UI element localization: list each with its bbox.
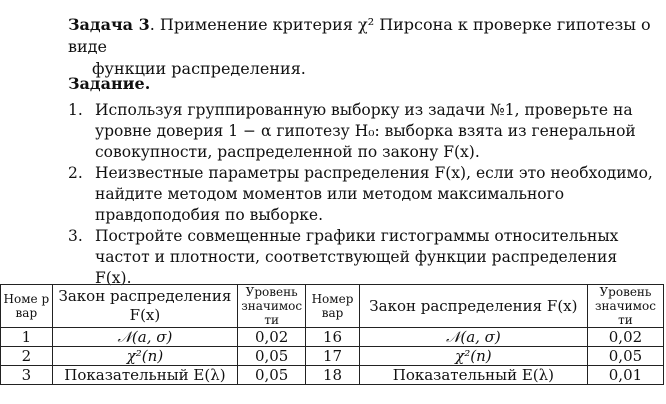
cell-distribution-law: 𝒩(a, σ) <box>52 328 238 347</box>
table-row <box>1 347 664 366</box>
list-item <box>68 163 658 226</box>
task-title-text-line1: . Применение критерия χ² Пирсона к проверке гипотезы о виде <box>68 15 651 56</box>
cell-variant-number: 18 <box>306 366 360 385</box>
table-row <box>1 366 664 385</box>
cell-significance-level: 0,05 <box>587 347 663 366</box>
list-item-number: 3. <box>68 227 83 245</box>
header-variant-number-1: Номе р вар <box>1 285 53 328</box>
header-variant-number-2: Номер вар <box>306 285 360 328</box>
table-header-row <box>1 285 664 328</box>
cell-significance-level: 0,05 <box>238 366 306 385</box>
task-title-text-line2: функции распределения. <box>92 59 306 78</box>
list-item <box>68 100 658 163</box>
list-item-number: 2. <box>68 164 83 182</box>
cell-variant-number: 1 <box>1 328 53 347</box>
task-list <box>68 100 658 289</box>
list-item-number: 1. <box>68 101 83 119</box>
list-item <box>68 226 658 289</box>
cell-variant-number: 17 <box>306 347 360 366</box>
cell-distribution-law: χ²(n) <box>359 347 587 366</box>
variants-table <box>0 284 664 385</box>
list-item-line: совокупности, распределенной по закону F(x). <box>95 143 480 161</box>
list-item-line: частот и плотности, соответствующей функции распределения F(x). <box>95 248 618 287</box>
header-significance-level-2: Уровень значимос ти <box>587 285 663 328</box>
cell-distribution-law: 𝒩(a, σ) <box>359 328 587 347</box>
list-item-line: правдоподобия по выборке. <box>95 206 324 224</box>
cell-variant-number: 16 <box>306 328 360 347</box>
cell-distribution-law: χ²(n) <box>52 347 238 366</box>
header-distribution-law-2: Закон распределения F(x) <box>359 285 587 328</box>
list-item-line: Используя группированную выборку из задачи №1, проверьте на <box>95 101 633 119</box>
task-heading: Задание. <box>68 74 151 93</box>
cell-variant-number: 3 <box>1 366 53 385</box>
cell-distribution-law: Показательный E(λ) <box>52 366 238 385</box>
cell-distribution-law: Показательный E(λ) <box>359 366 587 385</box>
cell-significance-level: 0,02 <box>587 328 663 347</box>
list-item-line: найдите методом моментов или методом максимального <box>95 185 565 203</box>
list-item-line: Постройте совмещенные графики гистограммы относительных <box>95 227 619 245</box>
cell-significance-level: 0,02 <box>238 328 306 347</box>
header-significance-level-1: Уровень значимос ти <box>238 285 306 328</box>
table-row <box>1 328 664 347</box>
header-distribution-law-1: Закон распределения F(x) <box>52 285 238 328</box>
list-item-line: Неизвестные параметры распределения F(x), если это необходимо, <box>95 164 653 182</box>
cell-significance-level: 0,01 <box>587 366 663 385</box>
cell-significance-level: 0,05 <box>238 347 306 366</box>
cell-variant-number: 2 <box>1 347 53 366</box>
task-title-label: Задача 3 <box>68 15 150 34</box>
task-title <box>68 14 658 80</box>
list-item-line: уровне доверия 1 − α гипотезу H₀: выборка взята из генеральной <box>95 122 636 140</box>
